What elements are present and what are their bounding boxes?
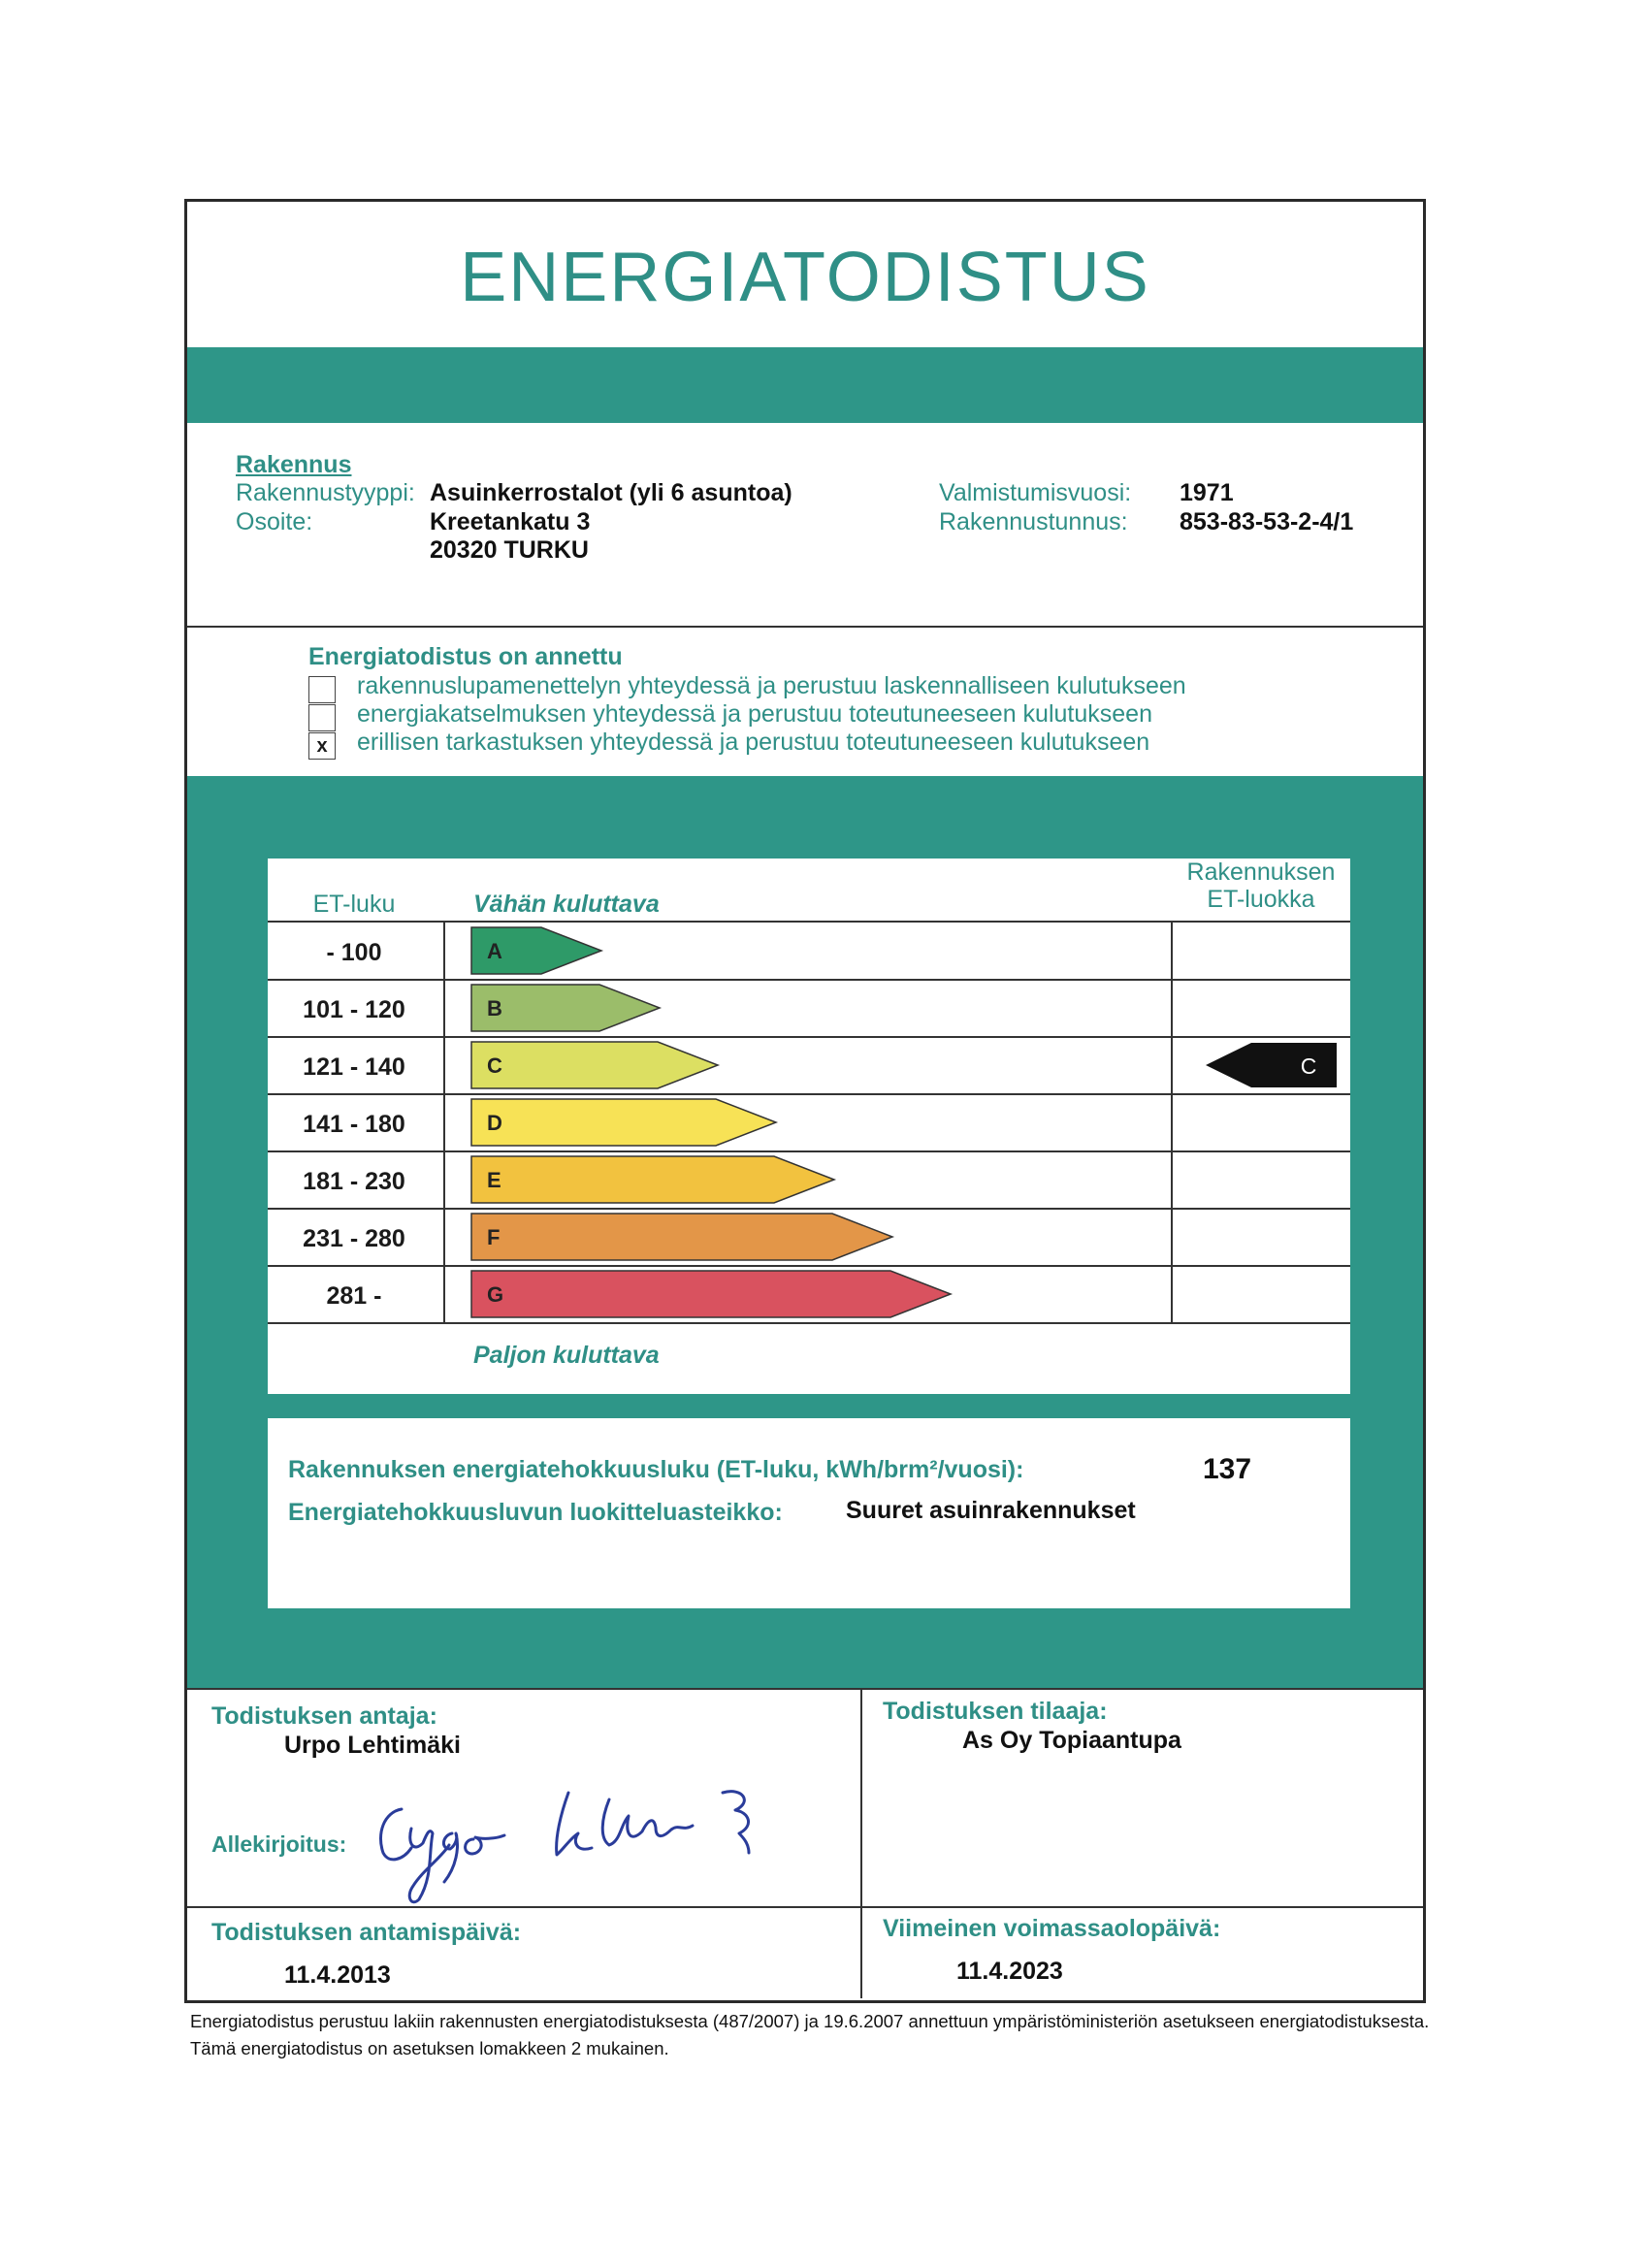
et-value: 137 bbox=[1203, 1453, 1252, 1485]
expiry-date-value: 11.4.2023 bbox=[956, 1958, 1063, 1985]
range-g: 281 - bbox=[326, 1282, 382, 1310]
class-arrow-f-shape bbox=[471, 1214, 892, 1260]
orderer-label: Todistuksen tilaaja: bbox=[883, 1698, 1108, 1725]
issue-date-value: 11.4.2013 bbox=[284, 1961, 391, 1989]
class-arrow-a-letter: A bbox=[487, 939, 502, 963]
bottom-divider bbox=[187, 1688, 1423, 1690]
building-class-marker bbox=[1206, 1043, 1337, 1087]
building-id-label: Rakennustunnus: bbox=[939, 508, 1128, 535]
class-arrow-f-letter: F bbox=[487, 1225, 501, 1249]
year-value: 1971 bbox=[1180, 479, 1234, 506]
class-arrow-c-shape bbox=[471, 1042, 718, 1088]
building-id-value: 853-83-53-2-4/1 bbox=[1180, 508, 1354, 535]
building-type-value: Asuinkerrostalot (yli 6 asuntoa) bbox=[430, 479, 792, 506]
bottom-vdivider bbox=[860, 1688, 862, 1998]
issue-date-label: Todistuksen antamispäivä: bbox=[211, 1919, 522, 1946]
issued-heading: Energiatodistus on annettu bbox=[308, 643, 623, 670]
issued-option-1-label: rakennuslupamenettelyn yhteydessä ja perustuu laskennalliseen kulutukseen bbox=[357, 672, 1186, 699]
signature-label: Allekirjoitus: bbox=[211, 1831, 347, 1857]
class-arrow-e bbox=[471, 1156, 834, 1203]
address-line2: 20320 TURKU bbox=[430, 536, 589, 564]
issued-option-2-label: energiakatselmuksen yhteydessä ja perustuu toteutuneeseen kulutukseen bbox=[357, 700, 1152, 728]
address-label: Osoite: bbox=[236, 508, 313, 535]
orderer-name: As Oy Topiaantupa bbox=[962, 1727, 1181, 1754]
scale-type-label: Energiatehokkuusluvun luokitteluasteikko: bbox=[288, 1499, 783, 1526]
class-arrow-d-letter: D bbox=[487, 1111, 502, 1135]
class-arrow-f bbox=[471, 1214, 892, 1260]
class-arrow-b bbox=[471, 985, 660, 1031]
range-f: 231 - 280 bbox=[303, 1225, 405, 1252]
year-label: Valmistumisvuosi: bbox=[939, 479, 1132, 506]
scale-type-value: Suuret asuinrakennukset bbox=[846, 1497, 1136, 1524]
range-a: - 100 bbox=[326, 939, 382, 966]
range-c: 121 - 140 bbox=[303, 1053, 405, 1081]
class-arrow-a bbox=[471, 927, 601, 974]
page-title: ENERGIATODISTUS bbox=[460, 239, 1150, 316]
et-value-label: Rakennuksen energiatehokkuusluku (ET-luku, kWh/brm²/vuosi): bbox=[288, 1456, 1024, 1483]
col-class-header-2: ET-luokka bbox=[1207, 886, 1315, 913]
col-high-label: Paljon kuluttava bbox=[473, 1342, 660, 1369]
building-class-marker-shape bbox=[1206, 1043, 1337, 1087]
issuer-label: Todistuksen antaja: bbox=[211, 1702, 437, 1730]
class-arrow-c bbox=[471, 1042, 718, 1088]
address-line1: Kreetankatu 3 bbox=[430, 508, 591, 535]
range-b: 101 - 120 bbox=[303, 996, 405, 1023]
expiry-date-label: Viimeinen voimassaolopäivä: bbox=[883, 1915, 1221, 1942]
range-d: 141 - 180 bbox=[303, 1111, 405, 1138]
class-arrow-d bbox=[471, 1099, 776, 1146]
class-arrow-b-letter: B bbox=[487, 996, 502, 1021]
issued-option-3-label: erillisen tarkastuksen yhteydessä ja perustuu toteutuneeseen kulutukseen bbox=[357, 729, 1150, 756]
class-arrow-c-letter: C bbox=[487, 1053, 502, 1078]
class-arrow-g-shape bbox=[471, 1271, 951, 1317]
range-e: 181 - 230 bbox=[303, 1168, 405, 1195]
date-divider bbox=[187, 1906, 1423, 1908]
building-class-marker-letter: C bbox=[1300, 1053, 1317, 1079]
class-arrow-g-letter: G bbox=[487, 1282, 504, 1307]
footnote: Energiatodistus perustuu lakiin rakennusten energiatodistuksesta (487/2007) ja 19.6.2007 annettuun ympäristöministeriön asetukseen energiatodistuksesta. Tämä energiatodistus on asetuksen lomakkeen 2 mukainen. bbox=[190, 2011, 1430, 2058]
class-arrow-g bbox=[471, 1271, 951, 1317]
signature-drawing bbox=[380, 1792, 749, 1902]
class-arrow-e-letter: E bbox=[487, 1168, 501, 1192]
class-arrow-e-shape bbox=[471, 1156, 834, 1203]
building-heading: Rakennus bbox=[236, 451, 352, 478]
col-class-header-1: Rakennuksen bbox=[1186, 859, 1336, 886]
col-et-header: ET-luku bbox=[312, 891, 396, 918]
col-low-header: Vähän kuluttava bbox=[473, 891, 660, 918]
issuer-name: Urpo Lehtimäki bbox=[284, 1732, 461, 1759]
class-arrow-d-shape bbox=[471, 1099, 776, 1146]
building-type-label: Rakennustyyppi: bbox=[236, 479, 415, 506]
issued-option-3-checkbox[interactable]: x bbox=[308, 732, 336, 760]
